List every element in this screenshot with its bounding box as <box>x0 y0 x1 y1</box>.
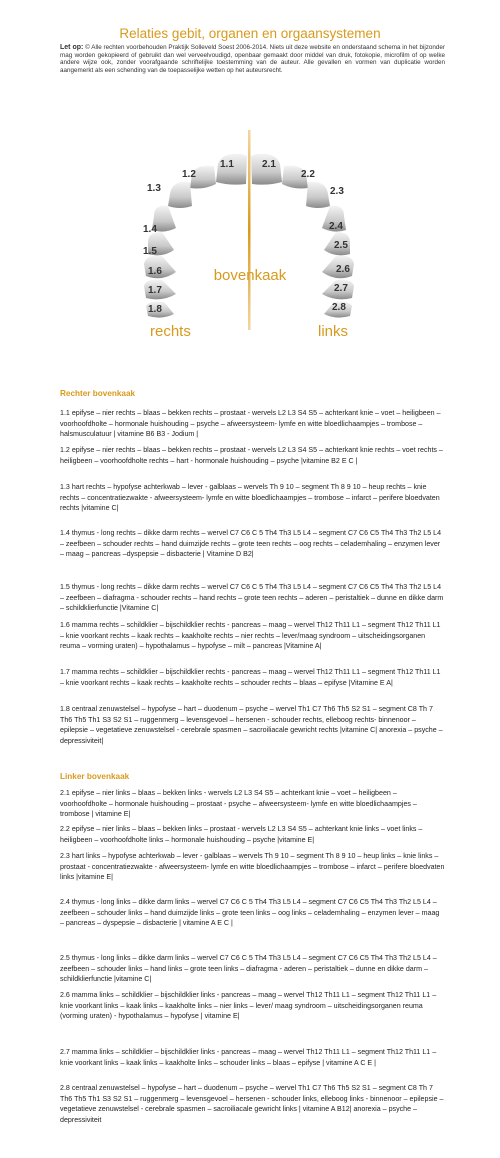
tooth-label-1-4: 1.4 <box>143 224 157 235</box>
section-title-right: Rechter bovenkaak <box>60 389 136 398</box>
entry-2-5: 2.5 thymus - long links – dikke darm links – wervel C7 C6 C 5 Th4 Th3 L5 L4 – segment C7 C6 C5 Th4 Th3 Th2 L5 L4 – zeefbeen – schouder links – hand links – grote teen links – diafragma - aderen – peristaltiek – dunne en dikke darm – schildklierfunctie |vitamine C| <box>60 954 437 984</box>
tooth-label-2-1: 2.1 <box>262 159 276 170</box>
center-label: bovenkaak <box>213 267 287 284</box>
entry-1-3: 1.3 hart rechts – hypofyse achterkwab – lever - galblaas – wervels Th 9 10 – segment Th 8 9 10 – heup rechts – knie rechts – concentratiezwakte - afweersysteem- lymfe en witte bloedlichaampjes – trombose – infarct – perifere bloedvaten rechts |vitamine C| <box>60 483 440 513</box>
tooth-label-1-2: 1.2 <box>182 169 196 180</box>
tooth-label-1-7: 1.7 <box>148 285 162 296</box>
section-title-left: Linker bovenkaak <box>60 772 130 781</box>
entry-2-3: 2.3 hart links – hypofyse achterkwab – lever - galblaas – wervels Th 9 10 – segment Th 8 9 10 – heup links – knie links – prostaat - concentratiezwakte - afweersysteem- lymfe en witte bloedlichaampjes – trombose – infarct – perifere bloedvaten links |vitamine E| <box>60 852 445 882</box>
copyright-notice <box>60 44 445 74</box>
tooth-label-1-6: 1.6 <box>148 266 162 277</box>
entry-2-2: 2.2 epifyse – nier links – blaas – bekken links – prostaat - wervels L2 L3 S4 S5 – achterkant knie links – voet links – heiligbeen – voorhoofdholte links – hormonale huishouding – psyche |vitamine E| <box>60 825 423 844</box>
tooth-label-2-7: 2.7 <box>334 283 348 294</box>
entry-1-4: 1.4 thymus - long rechts – dikke darm rechts – wervel C7 C6 C 5 Th4 Th3 L5 L4 – segment C7 C6 C5 Th4 Th3 Th2 L5 L4 – zeefbeen – schouder rechts – hand duimzijde rechts – grote teen rechts – oog rechts – celademhaling – enzymen lever – maag – pancreas –dyspepsie – disbacterie | Vitamine D B2| <box>60 529 442 559</box>
entry-2-4: 2.4 thymus - long links – dikke darm links – wervel C7 C6 C 5 Th4 Th3 L5 L4 – segment C7 C6 C5 Th4 Th3 Th2 L5 L4 – zeefbeen – schouder links – hand duimzijde links – grote teen links – oog links – celademhaling – enzymen lever – maag – pancreas – dyspepsie – disbacterie | vitamine A E C | <box>60 898 440 928</box>
entry-1-7: 1.7 mamma rechts – schildklier – bijschildklier rechts - pancreas – maag – wervel Th12 Th11 L1 – segment Th12 Th11 L1 – knie voorkant rechts – kaak rechts – kaakholte rechts – schouder rechts – blaas – epifyse |Vitamine E A| <box>60 668 441 687</box>
tooth-label-1-1: 1.1 <box>220 159 234 170</box>
entry-1-1: 1.1 epifyse – nier rechts – blaas – bekken rechts – prostaat - wervels L2 L3 S4 S5 – achterkant knie – voet – heiligbeen – voorhoofdholte – hormonale huishouding – psyche – afweersysteem- lymfe en witte bloedlichaampjes – trombose –halsmusculatuur | vitamine B6 B3 - Jodium | <box>60 409 441 439</box>
entry-1-6: 1.6 mamma rechts – schildklier – bijschildklier rechts - pancreas – maag – wervel Th12 Th11 L1 – segment Th12 Th11 L1 – knie voorkant rechts – kaak rechts – kaakholte rechts – nier rechts – lever/maag syndroom – uitscheidingsorganen reuma – vorming uraten) – hypothalamus – hypofyse – milt – pancreas |Vitamine A| <box>60 621 441 651</box>
notice-text: © Alle rechten voorbehouden Praktijk Solleveld Soest 2006-2014. Niets uit deze website en onderstaand schema in het bijzonder mag worden gekopieerd of gebruikt dan wel verveelvoudigd, openbaar gemaakt door middel van druk, fotokopie, microfilm of op welke andere wijze ook, zonder voorafgaande schriftelijke toestemming van de auteur. Alle gevallen en vormen van duplicatie worden aangemerkt als een schending van de toepasselijke wetten op het auteursrecht. <box>60 44 446 74</box>
tooth-label-1-5: 1.5 <box>143 246 157 257</box>
tooth-label-2-8: 2.8 <box>332 302 346 313</box>
entry-2-6: 2.6 mamma links – schildklier – bijschildklier links - pancreas – maag – wervel Th12 Th11 L1 – segment Th12 Th11 L1 – knie voorkant links – kaak links – kaakholte links – nier links – lever/ maag syndroom – uitscheidingsorganen reuma (vorming uraten) - hypothalamus – hypofyse | vitamine E| <box>60 991 437 1021</box>
page-title: Relaties gebit, organen en orgaansystemen <box>119 26 381 41</box>
entry-1-2: 1.2 epifyse – nier rechts – blaas – bekken rechts – prostaat - wervels L2 L3 S4 S5 – achterkant knie rechts – voet rechts – heiligbeen – voorhoofdholte rechts – hart - hormonale huishouding – psyche |vitamine B2 E C | <box>60 446 443 465</box>
entry-2-8: 2.8 centraal zenuwstelsel – hypofyse – hart – duodenum – psyche – wervel Th1 C7 Th6 Th5 S2 S1 – segment C8 Th 7 Th6 Th5 Th1 S3 S2 S1 – ruggenmerg – levensgevoel – hersenen - schouder links, elleboog links - binnenoor – epilepsie – vegetatieve zenuwstelsel - cerebrale spasmen – sacroiliacale gewricht links | vitamine A B12| anorexia – psyche – depressiviteit <box>60 1084 444 1124</box>
tooth-label-1-8: 1.8 <box>148 304 162 315</box>
side-label-right: rechts <box>150 323 191 340</box>
tooth-label-2-3: 2.3 <box>330 186 344 197</box>
midline <box>248 130 251 330</box>
tooth-label-2-5: 2.5 <box>334 240 348 251</box>
tooth-1-3 <box>168 182 192 208</box>
notice-label: Let op: <box>60 44 84 51</box>
tooth-label-1-3: 1.3 <box>147 183 161 194</box>
entry-2-1: 2.1 epifyse – nier links – blaas – bekken links - wervels L2 L3 S4 S5 – achterkant knie – voet – heiligbeen – voorhoofdholte – hormonale huishouding – prostaat - psyche – afweersysteem- lymfe en witte bloedlichaampjes – trombose | vitamine E| <box>60 789 417 819</box>
entry-1-5: 1.5 thymus - long rechts – dikke darm rechts – wervel C7 C6 C 5 Th4 Th3 L5 L4 – segment C7 C6 C5 Th4 Th3 Th2 L5 L4 – zeefbeen – diafragma - schouder rechts – hand rechts – grote teen rechts – aderen – peristaltiek – dunne en dikke darm – schildklierfunctie |Vitamine C| <box>60 583 444 613</box>
upper-jaw-diagram <box>110 124 390 349</box>
tooth-label-2-6: 2.6 <box>336 264 350 275</box>
tooth-2-3 <box>306 182 330 208</box>
entry-1-8: 1.8 centraal zenuwstelsel – hypofyse – hart – duodenum – psyche – wervel Th1 C7 Th6 Th5 S2 S1 – segment C8 Th 7 Th6 Th5 Th1 S3 S2 S1 – ruggenmerg – levensgevoel – hersenen - schouder rechts, elleboog rechts- binnenoor – epilepsie – vegetatieve zenuwstelsel - cerebrale spasmen – sacroiliacale gewricht rechts |vitamine C| anorexia – psyche – depressiviteit| <box>60 705 443 745</box>
tooth-label-2-4: 2.4 <box>329 221 343 232</box>
tooth-label-2-2: 2.2 <box>301 169 315 180</box>
side-label-left: links <box>318 323 349 340</box>
entry-2-7: 2.7 mamma links – schildklier – bijschildklier links - pancreas – maag – wervel Th12 Th11 L1 – segment Th12 Th11 L1 – knie voorkant links – kaak links – kaakholte links – schouder links – blaas – epifyse | vitamine A C E | <box>60 1048 437 1067</box>
